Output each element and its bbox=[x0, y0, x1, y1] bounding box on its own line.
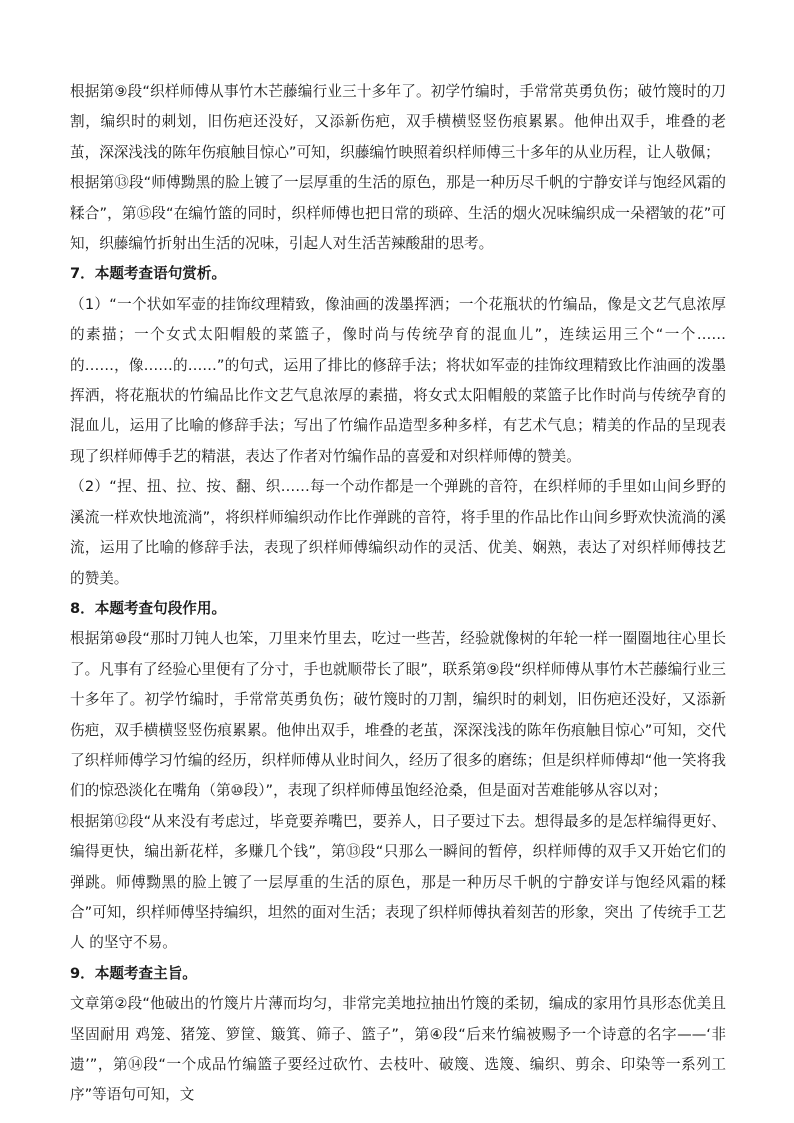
question-7-heading: 7．本题考查语句赏析。 bbox=[70, 265, 227, 283]
question-9-answer: 文章第②段“他破出的竹篾片片薄而均匀，非常完美地拉抽出竹篾的柔韧，编成的家用竹具形态优美且坚固耐用 鸡笼、猪笼、箩筐、簸箕、筛子、篮子”，第④段“后来竹编被赐予一个诗意的名字——‘非遗’”，第⑭段“一个成品竹编篮子要经过砍竹、去枝叶、破篾、选篾、编织、剪余、印染等一系列工序”等语句可知，文 bbox=[70, 995, 726, 1104]
question-8-answer-1: 根据第⑩段“那时刀钝人也笨，刀里来竹里去，吃过一些苦，经验就像树的年轮一样一圈圈地往心里长了。凡事有了经验心里便有了分寸，手也就顺带长了眼”，联系第⑨段“织样师傅从事竹木芒藤编行业三十多年了。初学竹编时，手常常英勇负伤；破竹篾时的刀割，编织时的刺划，旧伤疤还没好，又添新伤疤，双手横横竖竖伤痕累累。他伸出双手，堆叠的老茧，深深浅浅的陈年伤痕触目惊心”可知，交代了织样师傅学习竹编的经历，织样师傅从业时间久，经历了很多的磨练；但是织样师傅却“他一笑将我们的惊恐淡化在嘴角（第⑩段）”，表现了织样师傅虽饱经沧桑，但是面对苦难能够从容以对； bbox=[70, 630, 726, 800]
paragraph-analysis-13-15: 根据第⑬段“师傅黝黑的脸上镀了一层厚重的生活的原色，那是一种历尽千帆的宁静安详与饱经风霜的糅合”，第⑮段“在编竹篮的同时，织样师傅也把日常的琐碎、生活的烟火况味编织成一朵褶皱的花”可知，织藤编竹折射出生活的况味，引起人对生活苦辣酸甜的思考。 bbox=[70, 174, 726, 253]
question-7-answer-1: （1）“一个状如军壶的挂饰纹理精致，像油画的泼墨挥洒；一个花瓶状的竹编品，像是文艺气息浓厚的素描；一个女式太阳帽般的菜篮子，像时尚与传统孕育的混血儿”，连续运用三个“一个……的……，像……的……”的句式，运用了排比的修辞手法；将状如军壶的挂饰纹理精致比作油画的泼墨挥洒，将花瓶状的竹编品比作文艺气息浓厚的素描，将女式太阳帽般的菜篮子比作时尚与传统孕育的混血儿，运用了比喻的修辞手法；写出了竹编作品造型多种多样，有艺术气息；精美的作品的呈现表现了织样师傅手艺的精湛，表达了作者对竹编作品的喜爱和对织样师傅的赞美。 bbox=[70, 295, 726, 465]
question-7-answer-2: （2）“捏、扭、拉、按、翻、织……每一个动作都是一个弹跳的音符，在织样师的手里如山间乡野的溪流一样欢快地流淌”，将织样师编织动作比作弹跳的音符，将手里的作品比作山间乡野欢快流淌的溪流，运用了比喻的修辞手法，表现了织样师傅编织动作的灵活、优美、娴熟，表达了对织样师傅技艺的赞美。 bbox=[70, 478, 726, 587]
question-8-heading: 8．本题考查句段作用。 bbox=[70, 599, 227, 617]
document-page bbox=[70, 77, 726, 1111]
question-9-heading: 9．本题考查主旨。 bbox=[70, 964, 197, 982]
paragraph-analysis-9: 根据第⑨段“织样师傅从事竹木芒藤编行业三十多年了。初学竹编时，手常常英勇负伤；破竹篾时的刀割，编织时的刺划，旧伤疤还没好，又添新伤疤，双手横横竖竖伤痕累累。他伸出双手，堆叠的老茧，深深浅浅的陈年伤痕触目惊心”可知，织藤编竹映照着织样师傅三十多年的从业历程，让人敬佩； bbox=[70, 83, 726, 161]
question-8-answer-2: 根据第⑫段“从来没有考虑过，毕竟要养嘴巴，要养人，日子要过下去。想得最多的是怎样编得更好、编得更快，编出新花样，多赚几个钱”，第⑬段“只那么一瞬间的暂停，织样师傅的双手又开始它们的弹跳。师傅黝黑的脸上镀了一层厚重的生活的原色，那是一种历尽千帆的宁静安详与饱经风霜的糅合”可知，织样师傅坚持编织，坦然的面对生活；表现了织样师傅执着刻苦的形象，突出 了传统手工艺人 的坚守不易。 bbox=[70, 812, 726, 952]
